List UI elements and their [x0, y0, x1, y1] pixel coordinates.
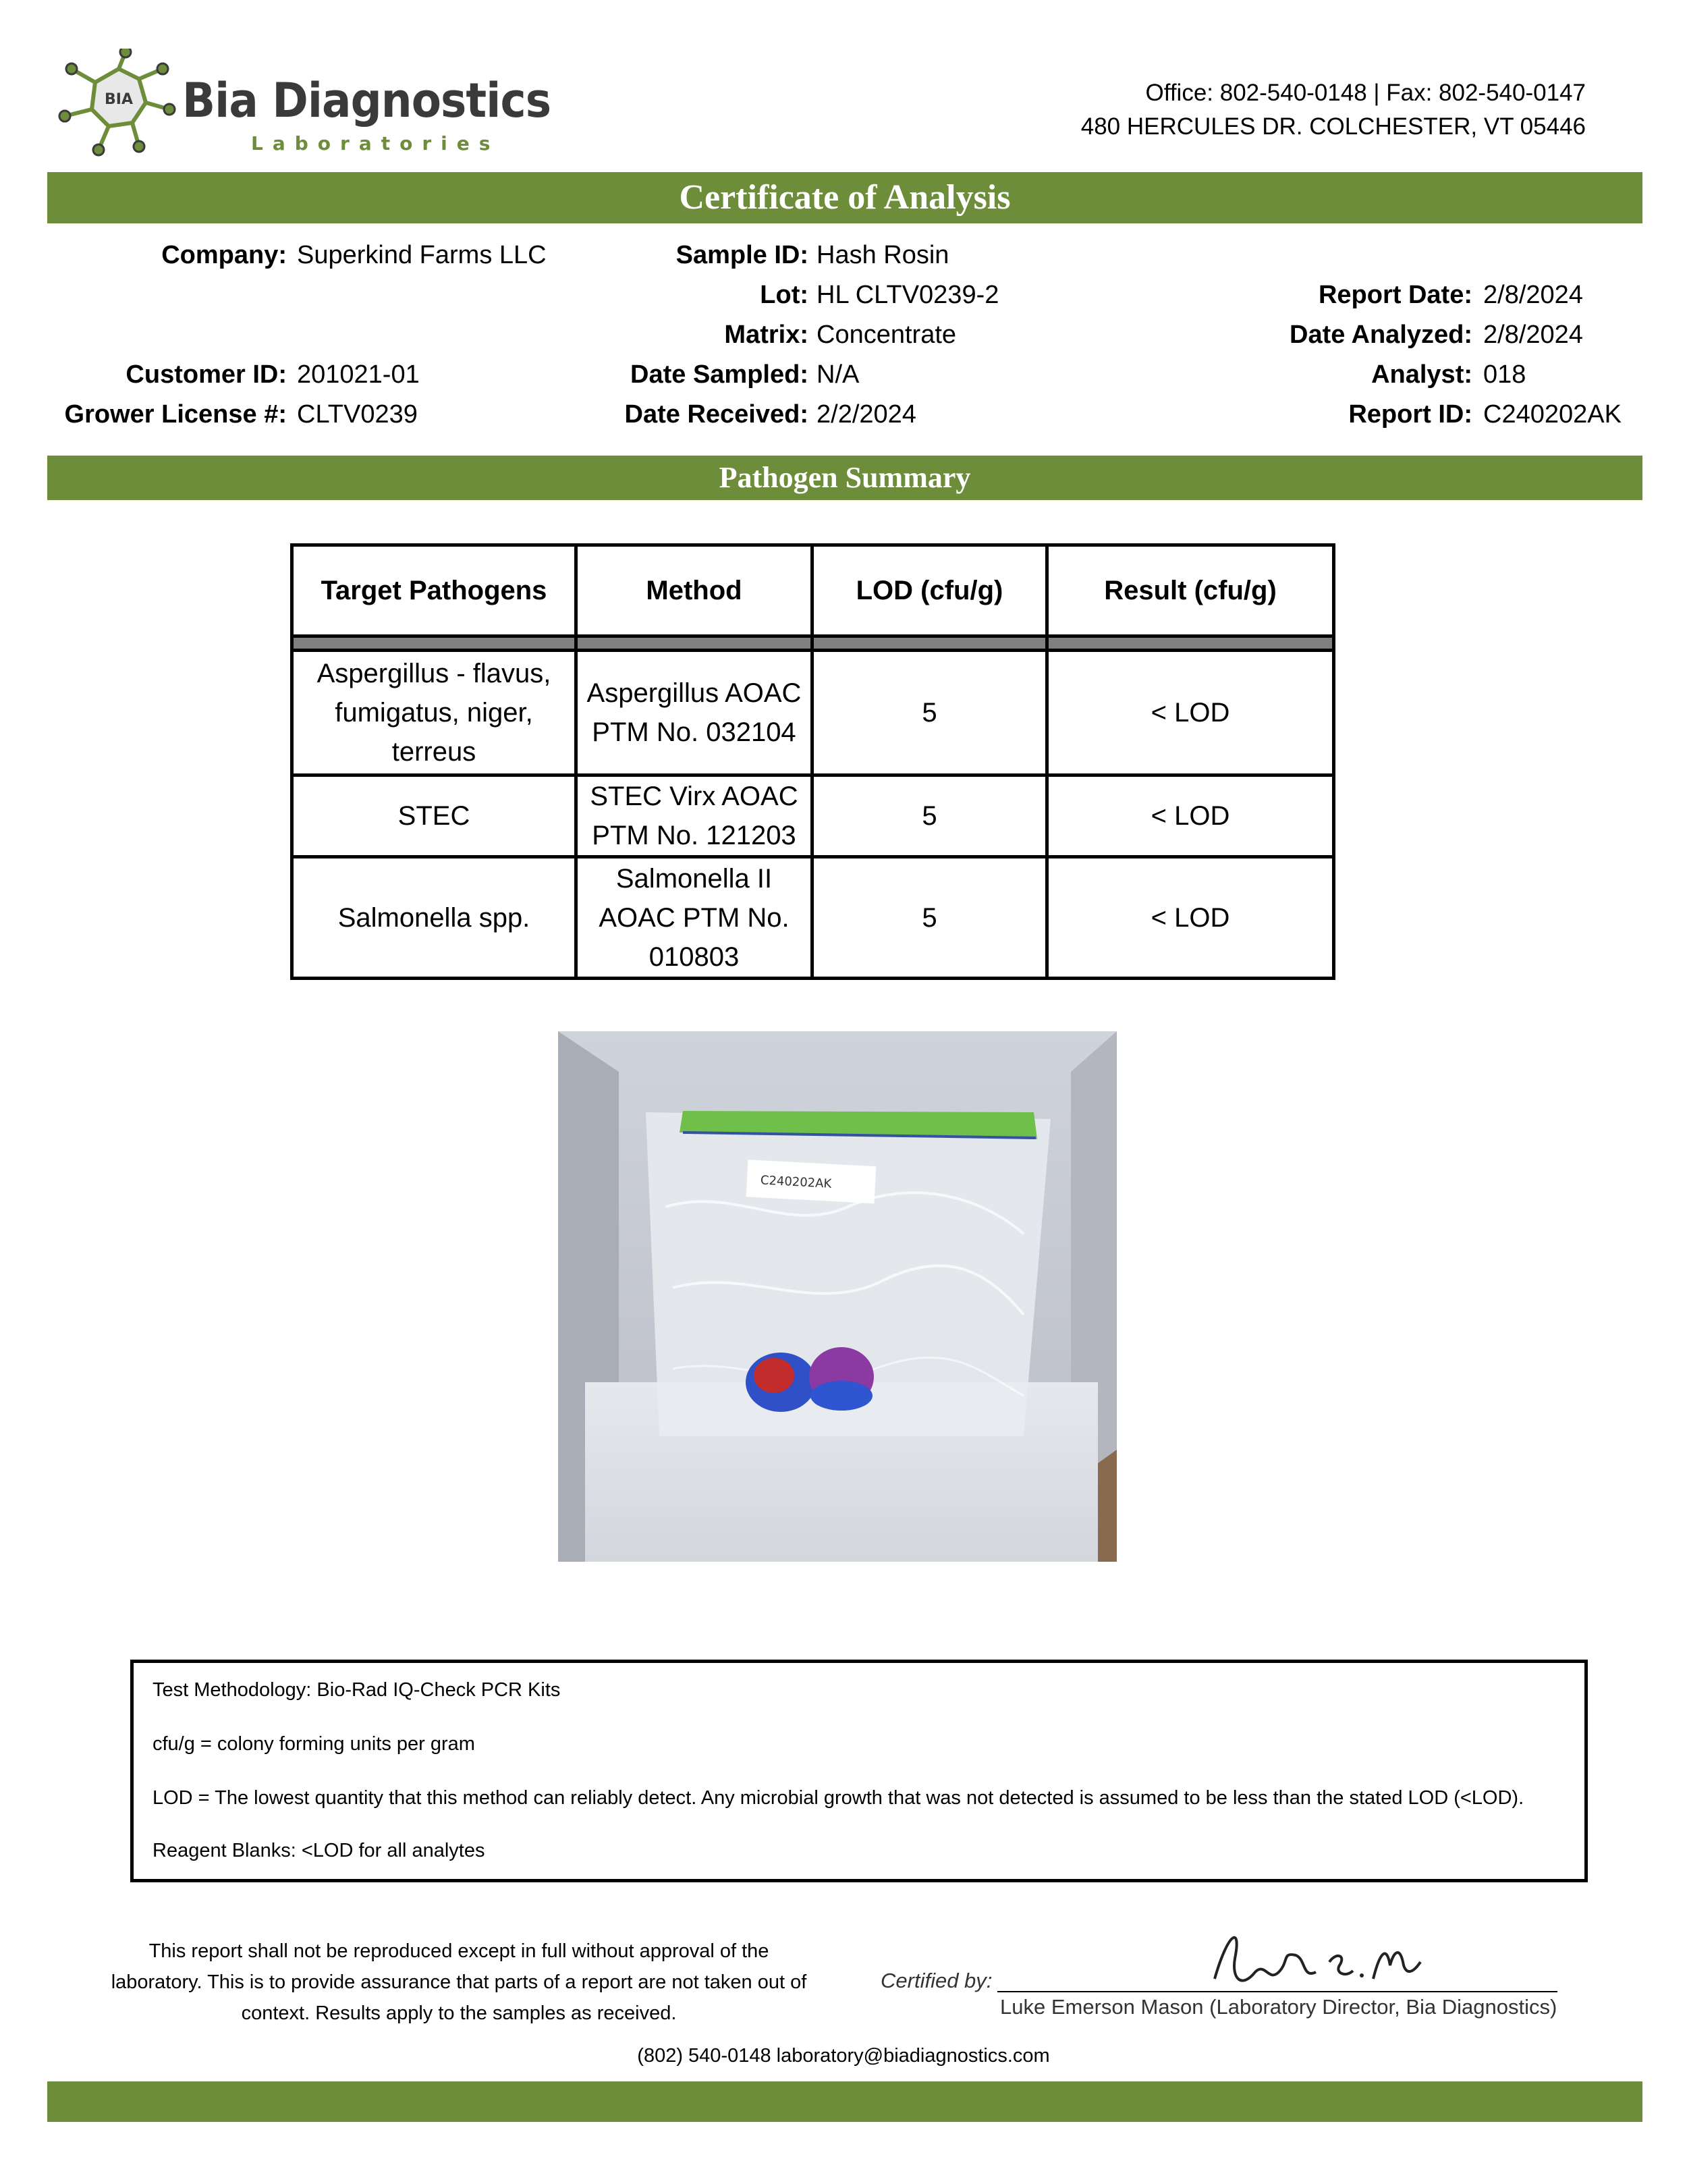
- date-received-value: 2/2/2024: [817, 400, 916, 429]
- date-sampled-label: Date Sampled:: [630, 360, 808, 389]
- cell-lod: 5: [812, 857, 1047, 979]
- column-header: Target Pathogens: [292, 545, 576, 636]
- customer-id-value: 201021-01: [297, 360, 420, 389]
- table-separator: [292, 636, 1334, 651]
- table-row: [292, 857, 1334, 979]
- note-cfu-definition: cfu/g = colony forming units per gram: [153, 1733, 475, 1755]
- grower-license-value: CLTV0239: [297, 400, 418, 429]
- sample-photo: [558, 1031, 1117, 1562]
- grower-license-label: Grower License #:: [64, 400, 287, 429]
- cell-method: STEC Virx AOAC PTM No. 121203: [576, 775, 812, 857]
- cell-lod: 5: [812, 775, 1047, 857]
- report-date-label: Report Date:: [1318, 281, 1472, 309]
- column-header: Result (cfu/g): [1047, 545, 1334, 636]
- cell-result: < LOD: [1047, 775, 1334, 857]
- lot-value: HL CLTV0239-2: [817, 281, 999, 309]
- sample-id-label: Sample ID:: [675, 241, 808, 269]
- company-value: Superkind Farms LLC: [297, 241, 547, 269]
- date-received-label: Date Received:: [624, 400, 808, 429]
- methodology-notes: [130, 1660, 1588, 1882]
- signer-name: Luke Emerson Mason (Laboratory Director, Bia Diagnostics): [1000, 1995, 1557, 2019]
- date-analyzed-value: 2/8/2024: [1483, 321, 1583, 349]
- table-header-row: [292, 545, 1334, 636]
- company-label: Company:: [161, 241, 287, 269]
- matrix-value: Concentrate: [817, 321, 957, 349]
- sample-id-value: Hash Rosin: [817, 241, 949, 269]
- certified-by-label: Certified by:: [881, 1969, 993, 1992]
- cell-target: STEC: [292, 775, 576, 857]
- footer-bar: [47, 2081, 1642, 2122]
- signature-line: [997, 1991, 1557, 1992]
- cell-target: Salmonella spp.: [292, 857, 576, 979]
- customer-id-label: Customer ID:: [126, 360, 287, 389]
- analyst-label: Analyst:: [1371, 360, 1472, 389]
- cell-lod: 5: [812, 651, 1047, 775]
- note-reagent-blanks: Reagent Blanks: <LOD for all analytes: [153, 1840, 485, 1861]
- matrix-label: Matrix:: [724, 321, 808, 349]
- date-analyzed-label: Date Analyzed:: [1290, 321, 1472, 349]
- column-header: LOD (cfu/g): [812, 545, 1047, 636]
- analyst-value: 018: [1483, 360, 1526, 389]
- sample-label-text: C240202AK: [760, 1173, 832, 1191]
- page-title: Certificate of Analysis: [47, 172, 1642, 223]
- logo-subtitle: Laboratories: [251, 132, 500, 155]
- disclaimer: This report shall not be reproduced except in full without approval of the laboratory. This is to provide assurance that parts of a report are not taken out of context. Results apply to the samples as received.: [111, 1940, 807, 2024]
- pathogen-table: [290, 543, 1335, 980]
- address-line: 480 HERCULES DR. COLCHESTER, VT 05446: [1080, 113, 1586, 140]
- cell-method: Salmonella II AOAC PTM No. 010803: [576, 857, 812, 979]
- cell-result: < LOD: [1047, 651, 1334, 775]
- signature: [1201, 1925, 1431, 1999]
- note-lod-definition: LOD = The lowest quantity that this method can reliably detect. Any microbial growth that was not detected is assumed to be less than the stated LOD (<LOD).: [153, 1787, 1524, 1809]
- section-title-pathogen-summary: Pathogen Summary: [47, 456, 1642, 500]
- logo-mark-text: BIA: [105, 91, 133, 108]
- report-id-value: C240202AK: [1483, 400, 1622, 429]
- logo-name: Bia Diagnostics: [182, 73, 551, 128]
- table-row: [292, 651, 1334, 775]
- sample-label: [746, 1159, 877, 1203]
- report-date-value: 2/8/2024: [1483, 281, 1583, 309]
- column-header: Method: [576, 545, 812, 636]
- footer-contact: (802) 540-0148 laboratory@biadiagnostics.com: [637, 2045, 1050, 2067]
- table-row: [292, 775, 1334, 857]
- report-id-label: Report ID:: [1348, 400, 1472, 429]
- date-sampled-value: N/A: [817, 360, 860, 389]
- note-test-methodology: Test Methodology: Bio-Rad IQ-Check PCR Kits: [153, 1679, 561, 1701]
- cell-result: < LOD: [1047, 857, 1334, 979]
- cell-method: Aspergillus AOAC PTM No. 032104: [576, 651, 812, 775]
- lot-label: Lot:: [760, 281, 808, 309]
- office-fax-line: Office: 802-540-0148 | Fax: 802-540-0147: [1145, 80, 1586, 106]
- cell-target: Aspergillus - flavus, fumigatus, niger, terreus: [292, 651, 576, 775]
